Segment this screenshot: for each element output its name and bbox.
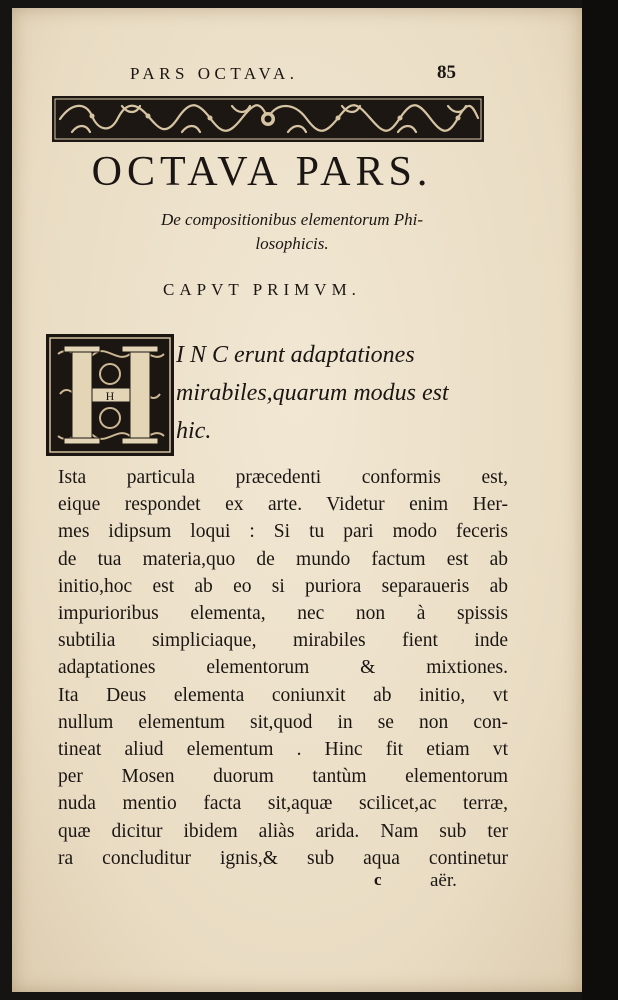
body-line: eique respondet ex arte. Videtur enim Her- (58, 494, 508, 516)
chapter-heading: CAPVT PRIMVM. (163, 280, 361, 299)
body-line: de tua materia,quo de mundo factum est ab (58, 548, 508, 570)
body-line: mes idipsum loqui : Si tu pari modo feceris (58, 521, 508, 543)
body-line: Ista particula præcedenti conformis est, (58, 467, 508, 488)
body-line: ra concluditur ignis,& sub aqua continetur (58, 847, 508, 869)
initial-letter: H (105, 389, 115, 403)
book-spine-shadow (582, 0, 618, 1000)
intro-line: hic. (176, 418, 212, 444)
body-text (58, 464, 508, 872)
page-number: 85 (437, 62, 456, 83)
body-line: initio,hoc est ab eo si puriora separaueris ab (58, 575, 508, 597)
body-line: subtilia simpliciaque, mirabiles fient inde (58, 630, 508, 652)
body-line: tineat aliud elementum . Hinc fit etiam vt (58, 739, 508, 761)
intro-line: I N C erunt adaptationes (176, 342, 415, 368)
subtitle-line: losophicis. (255, 234, 329, 253)
body-line: quæ dicitur ibidem aliàs arida. Nam sub ter (58, 820, 508, 842)
running-title: PARS OCTAVA. (130, 64, 299, 83)
body-line: nullum elementum sit,quod in se non con- (58, 711, 508, 733)
body-line: impurioribus elementa, nec non à spissis (58, 603, 508, 625)
running-head (12, 62, 582, 88)
section-title: OCTAVA PARS. (91, 149, 433, 195)
ornamental-headpiece (52, 96, 484, 142)
book-page (12, 8, 582, 992)
body-line: adaptationes elementorum & mixtiones. (58, 657, 508, 679)
body-line: per Mosen duorum tantùm elementorum (58, 766, 508, 788)
body-line: nuda mentio facta sit,aquæ scilicet,ac terræ, (58, 793, 508, 815)
decorated-initial (46, 334, 174, 456)
signature-mark: c (374, 870, 382, 889)
catchword: aër. (430, 870, 457, 891)
subtitle-line: De compositionibus elementorum Phi- (160, 210, 424, 229)
body-line: Ita Deus elementa coniunxit ab initio, vt (58, 684, 508, 706)
section-subtitle (82, 208, 502, 256)
intro-text (176, 336, 506, 450)
intro-line: mirabiles,quarum modus est (176, 380, 449, 406)
